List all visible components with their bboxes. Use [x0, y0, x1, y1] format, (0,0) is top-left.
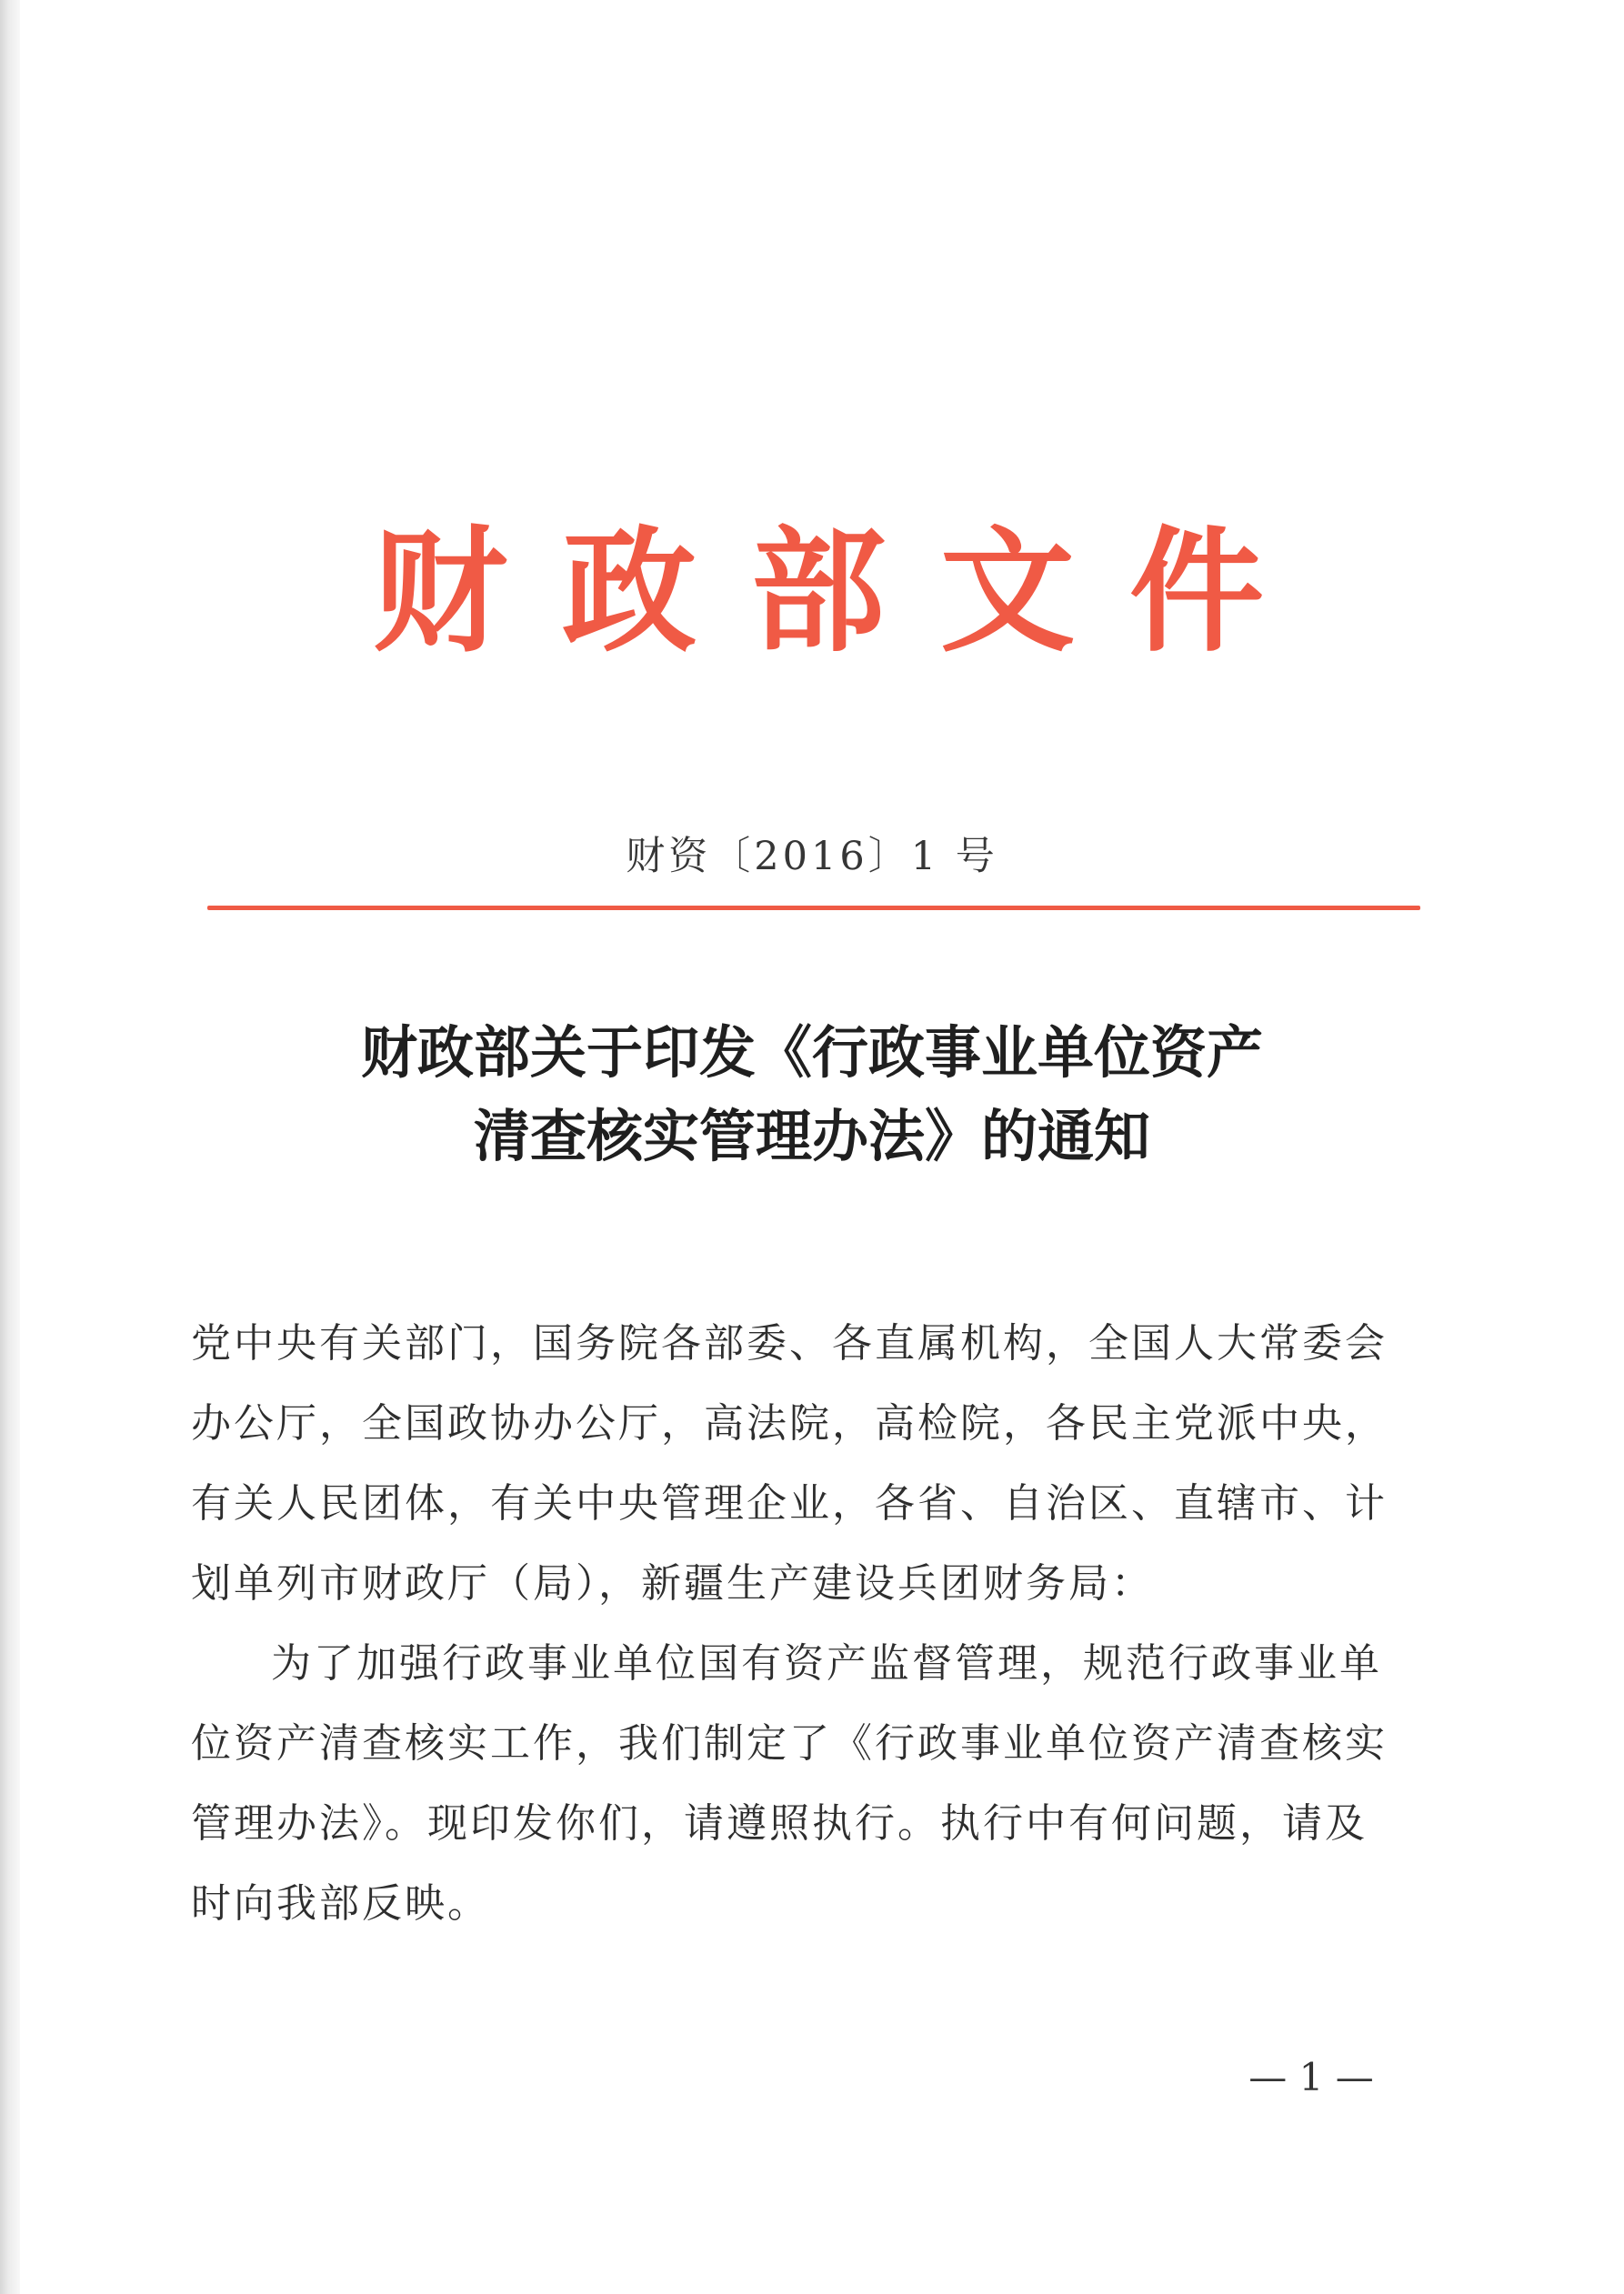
- header-character: 件: [1129, 512, 1264, 670]
- recipient-line: 有关人民团体，有关中央管理企业，各省、自治区、直辖市、计: [191, 1480, 1388, 1527]
- header-character: 财: [373, 512, 507, 670]
- recipient-line: 党中央有关部门，国务院各部委、各直属机构，全国人大常委会: [191, 1320, 1388, 1367]
- recipient-line: 办公厅，全国政协办公厅，高法院，高检院，各民主党派中央，: [191, 1400, 1388, 1447]
- recipient-line: 划单列市财政厅（局），新疆生产建设兵团财务局：: [191, 1560, 1154, 1607]
- body-paragraph-line: 管理办法》。现印发你们，请遵照执行。执行中有何问题，请及: [191, 1800, 1368, 1847]
- body-paragraph-line: 为了加强行政事业单位国有资产监督管理，规范行政事业单: [271, 1640, 1382, 1687]
- body-paragraph-line: 时向我部反映。: [191, 1880, 490, 1927]
- header-character: 文: [940, 512, 1075, 670]
- body-paragraph-line: 位资产清查核实工作，我们制定了《行政事业单位资产清查核实: [191, 1720, 1388, 1767]
- red-separator-rule: [207, 906, 1420, 910]
- notice-body: [191, 1304, 1433, 1944]
- header-character: 政: [562, 512, 697, 670]
- title-line: 财政部关于印发《行政事业单位资产: [360, 1019, 1263, 1086]
- red-document-header: [373, 509, 1264, 673]
- header-character: 部: [751, 512, 886, 670]
- notice-title: [0, 1011, 1624, 1178]
- title-line: 清查核实管理办法》的通知: [473, 1103, 1150, 1169]
- document-number: 财资〔2016〕1 号: [626, 834, 998, 879]
- page-number: — 1 —: [1248, 2055, 1374, 2099]
